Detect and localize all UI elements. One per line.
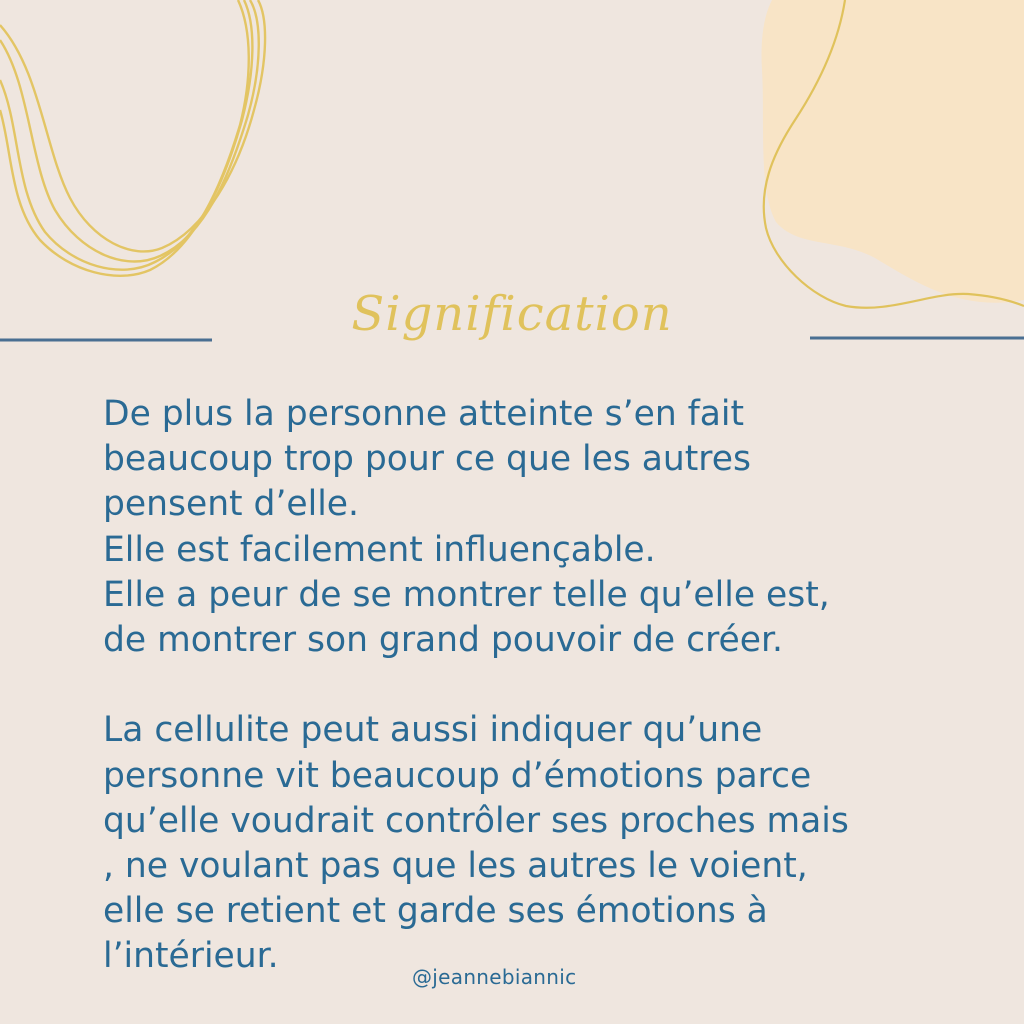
paragraph-2: La cellulite peut aussi indiquer qu’une personne vit beaucoup d’émotions parce qu’elle voudrait contrôler ses proches mais , ne voulant pas que les autres le voient, elle se retient et garde ses émotions à l’intérieur. [103,710,849,977]
paragraph-1: De plus la personne atteinte s’en fait beaucoup trop pour ce que les autres pensent d’elle. Elle est facilement influençable. Elle a peur de se montrer telle qu’elle est, de montrer son grand pouvoir de créer. [103,394,830,661]
page-title: Signification [351,286,673,342]
gold-scribble-loops [0,0,265,276]
author-handle: @jeannebiannic [412,965,577,989]
body-text [103,392,963,980]
cream-blob-shape [761,0,1024,303]
